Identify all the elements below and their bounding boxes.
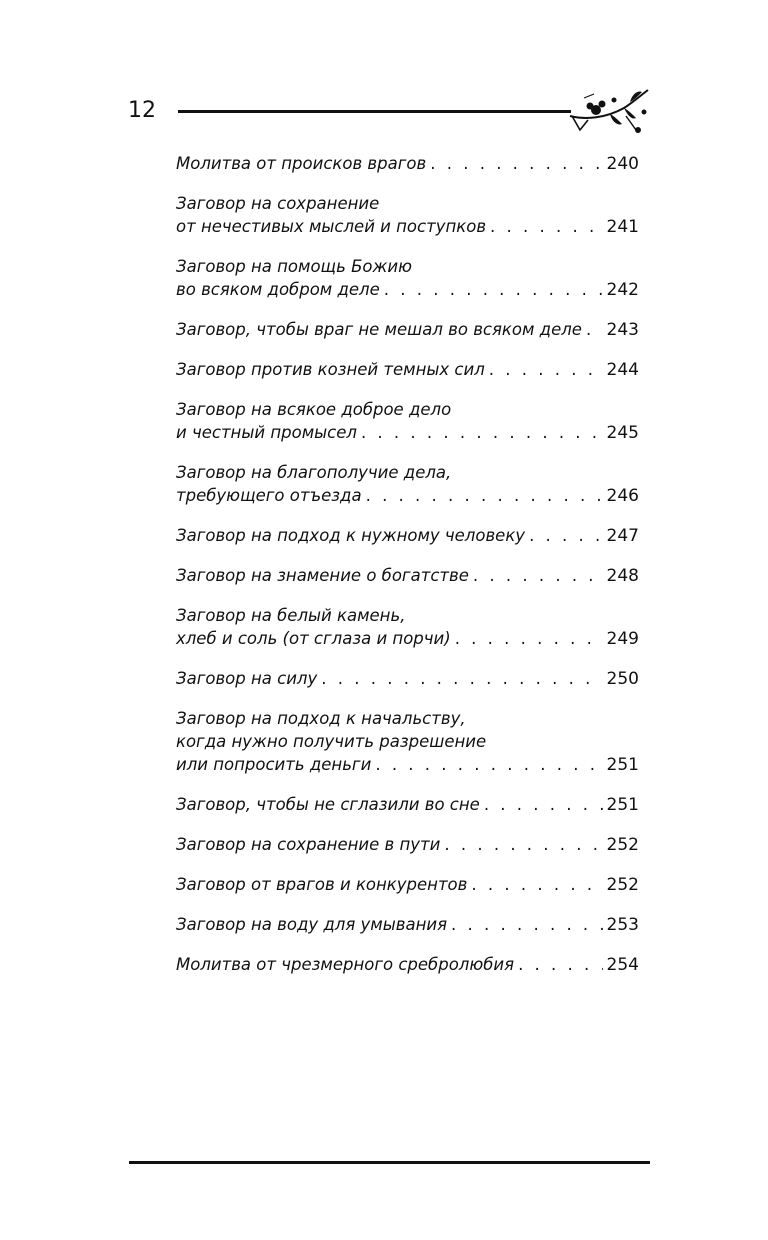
toc-entry xyxy=(176,873,639,897)
toc-entry-title-line: Заговор, чтобы не сглазили во сне xyxy=(176,795,480,814)
toc-entry-page: 244 xyxy=(606,360,639,380)
toc-entry-title-line: Заговор на воду для умывания xyxy=(176,915,448,934)
page-number: 12 xyxy=(128,98,156,123)
toc-entry xyxy=(176,192,639,239)
toc-entry-title-line: во всяком добром деле xyxy=(176,280,380,299)
toc-entry-title-line: хлеб и соль (от сглаза и порчи) xyxy=(176,629,451,648)
toc-entry-page: 251 xyxy=(606,755,639,775)
toc-entry-title-line: Заговор на помощь Божию xyxy=(176,257,412,276)
toc-entry-page: 249 xyxy=(606,629,639,649)
toc-entry xyxy=(176,398,639,445)
dot-leader xyxy=(426,152,602,175)
dot-leader xyxy=(440,833,602,856)
toc-entry-title-line: Молитва от чрезмерного сребролюбия xyxy=(176,955,515,974)
toc-entry xyxy=(176,707,639,777)
dot-leader xyxy=(467,873,602,896)
toc-entry-page: 250 xyxy=(606,669,639,689)
toc-entry-page: 241 xyxy=(606,217,639,237)
floral-branch-icon xyxy=(566,86,650,142)
toc-entry-title-line: когда нужно получить разрешение xyxy=(176,732,487,751)
toc-entry xyxy=(176,604,639,651)
toc-entry-page: 243 xyxy=(606,320,639,340)
toc-entry xyxy=(176,913,639,937)
dot-leader xyxy=(486,215,603,238)
toc-entry xyxy=(176,564,639,588)
dot-leader xyxy=(485,358,603,381)
toc-entry-page: 246 xyxy=(606,486,639,506)
toc-entry-title-line: Заговор на силу xyxy=(176,669,318,688)
toc-entry-title-line: Заговор на знамение о богатстве xyxy=(176,566,469,585)
toc-entry-title-line: Заговор на сохранение в пути xyxy=(176,835,441,854)
dot-leader xyxy=(451,627,603,650)
dot-leader xyxy=(380,278,603,301)
dot-leader xyxy=(357,421,603,444)
footer-rule xyxy=(129,1161,650,1164)
toc-entry-page: 251 xyxy=(606,795,639,815)
toc-entry-title-line: Молитва от происков врагов xyxy=(176,154,427,173)
dot-leader xyxy=(371,753,602,776)
dot-leader xyxy=(525,524,602,547)
toc-entry-page: 242 xyxy=(606,280,639,300)
toc-entry-page: 247 xyxy=(606,526,639,546)
toc-entry-page: 240 xyxy=(606,154,639,174)
toc-entry xyxy=(176,524,639,548)
dot-leader xyxy=(514,953,602,976)
toc-entry-page: 253 xyxy=(606,915,639,935)
header-rule xyxy=(178,110,571,113)
toc-entry-page: 252 xyxy=(606,875,639,895)
toc-entry-page: 252 xyxy=(606,835,639,855)
toc-entry-title-line: или попросить деньги xyxy=(176,755,372,774)
table-of-contents xyxy=(176,152,639,993)
toc-entry xyxy=(176,255,639,302)
dot-leader xyxy=(362,484,603,507)
toc-entry-title-line: Заговор на белый камень, xyxy=(176,606,406,625)
toc-entry xyxy=(176,358,639,382)
toc-entry xyxy=(176,461,639,508)
toc-entry-page: 254 xyxy=(606,955,639,975)
toc-entry xyxy=(176,152,639,176)
dot-leader xyxy=(317,667,602,690)
toc-entry-title-line: Заговор на всякое доброе дело xyxy=(176,400,452,419)
toc-entry-title-line: от нечестивых мыслей и поступков xyxy=(176,217,487,236)
toc-entry-page: 245 xyxy=(606,423,639,443)
toc-entry xyxy=(176,318,639,342)
toc-entry-title-line: и честный промысел xyxy=(176,423,357,442)
toc-entry-title-line: Заговор на благополучие дела, xyxy=(176,463,452,482)
toc-entry xyxy=(176,953,639,977)
toc-entry xyxy=(176,667,639,691)
toc-entry xyxy=(176,833,639,857)
toc-entry-page: 248 xyxy=(606,566,639,586)
toc-entry-title-line: Заговор на сохранение xyxy=(176,194,380,213)
toc-entry-title-line: Заговор на подход к нужному человеку xyxy=(176,526,526,545)
toc-entry xyxy=(176,793,639,817)
toc-entry-title-line: Заговор, чтобы враг не мешал во всяком деле xyxy=(176,320,582,339)
toc-entry-title-line: Заговор от врагов и конкурентов xyxy=(176,875,468,894)
dot-leader xyxy=(480,793,603,816)
dot-leader xyxy=(447,913,603,936)
toc-entry-title-line: Заговор на подход к начальству, xyxy=(176,709,466,728)
toc-entry-title-line: Заговор против козней темных сил xyxy=(176,360,485,379)
toc-entry-title-line: требующего отъезда xyxy=(176,486,362,505)
dot-leader xyxy=(582,318,603,341)
dot-leader xyxy=(469,564,603,587)
